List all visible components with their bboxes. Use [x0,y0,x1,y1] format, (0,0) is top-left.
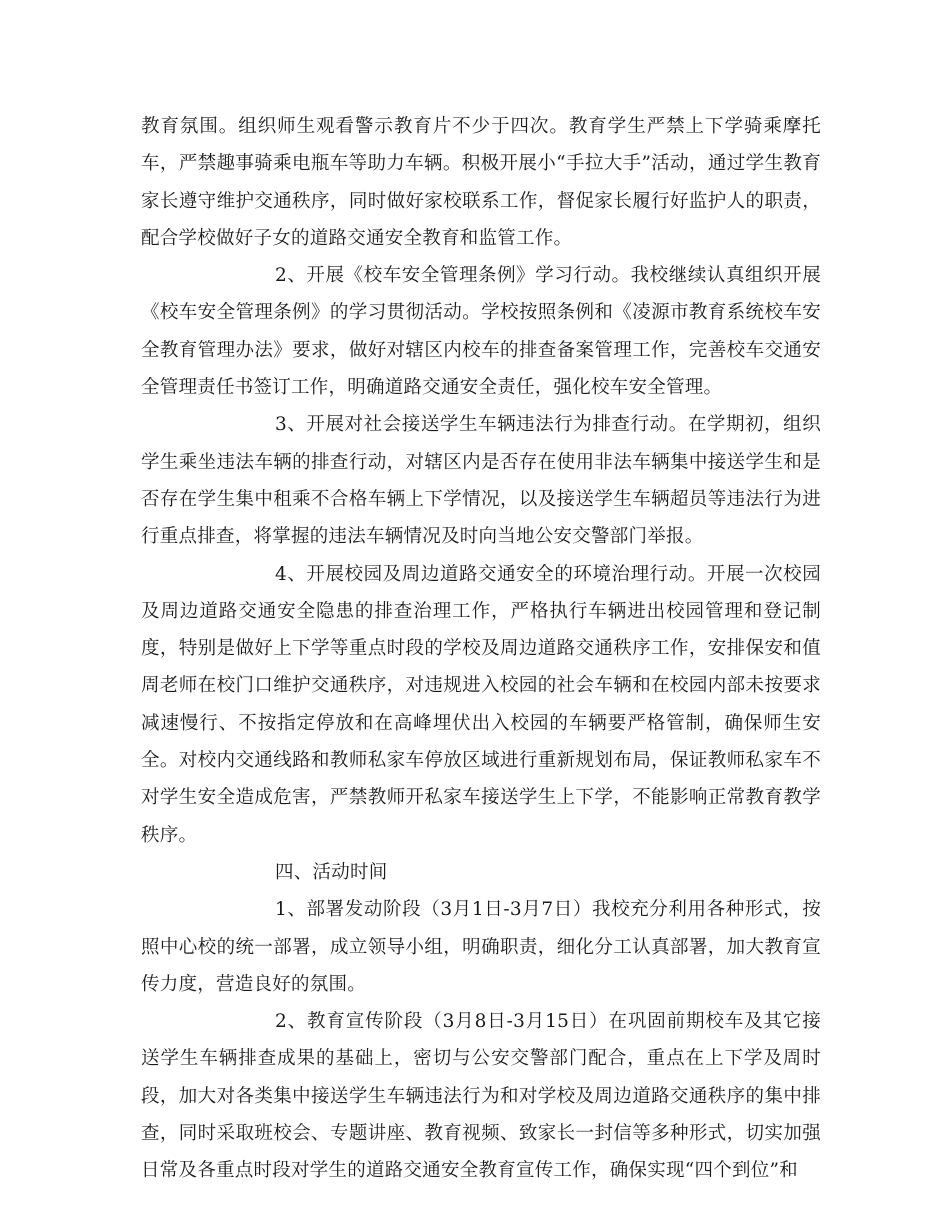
paragraph-publicity-stage: 2、教育宣传阶段（3月8日-3月15日）在巩固前期校车及其它接送学生车辆排查成果的基础上，密切与公安交警部门配合，重点在上下学及周时段，加大对各类集中接送学生车辆违法行为和对学校及周边道路交通秩序的集中排查，同时采取班校会、专题讲座、教育视频、致家长一封信等多种形式，切实加强日常及各重点时段对学生的道路交通安全教育宣传工作，确保实现“四个到位”和 [141,1011,821,1182]
paragraph-illegal-vehicle-inspection: 3、开展对社会接送学生车辆违法行为排查行动。在学期初，组织学生乘坐违法车辆的排查行动，对辖区内是否存在使用非法车辆集中接送学生和是否存在学生集中租乘不合格车辆上下学情况，以及接送学生车辆超员等违法行为进行重点排查，将掌握的违法车辆情况及时向当地公安交警部门举报。 [141,414,821,548]
section-heading-activity-time: 四、活动时间 [275,861,388,883]
paragraph-school-bus-regulations: 2、开展《校车安全管理条例》学习行动。我校继续认真组织开展《校车安全管理条例》的学习贯彻活动。学校按照条例和《凌源市教育系统校车安全教育管理办法》要求，做好对辖区内校车的排查备案管理工作，完善校车交通安全管理责任书签订工作，明确道路交通安全责任，强化校车安全管理。 [141,265,821,399]
paragraph-campus-environment: 4、开展校园及周边道路交通安全的环境治理行动。开展一次校园及周边道路交通安全隐患的排查治理工作，严格执行车辆进出校园管理和登记制度，特别是做好上下学等重点时段的学校及周边道路交通秩序工作，安排保安和值周老师在校门口维护交通秩序，对违规进入校园的社会车辆和在校园内部未按要求减速慢行、不按指定停放和在高峰埋伏出入校园的车辆要严格管制，确保师生安全。对校内交通线路和教师私家车停放区域进行重新规划布局，保证教师私家车不对学生安全造成危害，严禁教师开私家车接送学生上下学，不能影响正常教育教学秩序。 [141,563,821,846]
paragraph-deployment-stage: 1、部署发动阶段（3月1日-3月7日）我校充分利用各种形式，按照中心校的统一部署，成立领导小组，明确职责，细化分工认真部署，加大教育宣传力度，营造良好的氛围。 [141,899,821,995]
paragraph-traffic-education: 教育氛围。组织师生观看警示教育片不少于四次。教育学生严禁上下学骑乘摩托车，严禁趣事骑乘电瓶车等助力车辆。积极开展小“手拉大手”活动，通过学生教育家长遵守维护交通秩序，同时做好家校联系工作，督促家长履行好监护人的职责，配合学校做好子女的道路交通安全教育和监管工作。 [141,116,821,249]
document-body [141,108,821,1190]
